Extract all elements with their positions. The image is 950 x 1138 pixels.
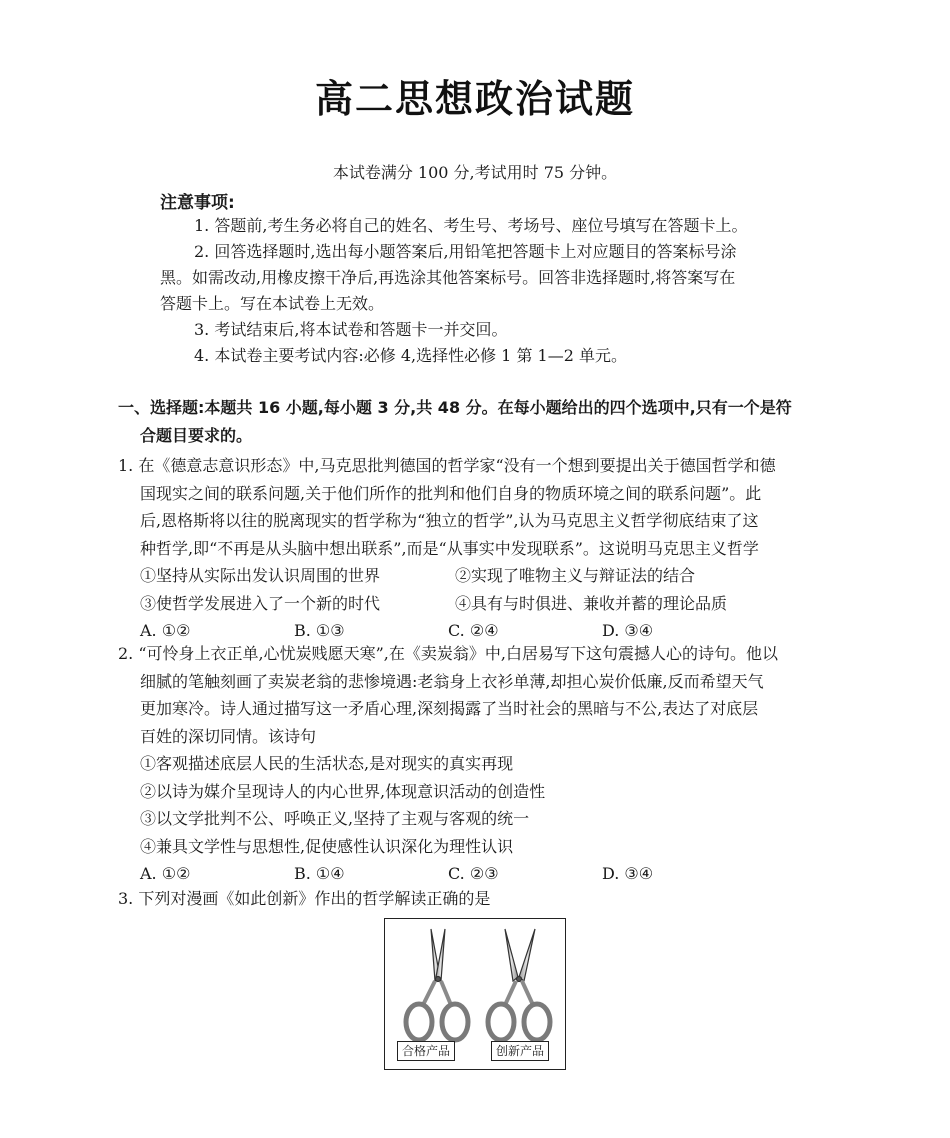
statement: ③以文学批判不公、呼唤正义,坚持了主观与客观的统一	[140, 809, 530, 828]
choice-a: A. ①②	[140, 621, 191, 640]
cartoon-figure	[384, 918, 566, 1070]
caption-innovative: 创新产品	[491, 1041, 549, 1061]
statement: ④具有与时俱进、兼收并蓄的理论品质	[455, 593, 728, 613]
choice-a: A. ①②	[140, 864, 191, 883]
answer-choices	[118, 860, 830, 888]
caption-qualified: 合格产品	[397, 1041, 455, 1061]
scissors-qualified-icon	[406, 929, 468, 1040]
statement: ④兼具文学性与思想性,促使感性认识深化为理性认识	[140, 836, 514, 856]
statement-row	[118, 562, 830, 590]
choice-c: C. ②④	[448, 621, 499, 640]
statement-row	[118, 590, 830, 618]
choice-b: B. ①③	[294, 621, 345, 640]
notice-item-2: 2. 回答选择题时,选出每小题答案后,用铅笔把答题卡上对应题目的答案标号涂 黑。如需改动,用橡皮擦干净后,再选涂其他答案标号。回答非选择题时,将答案写在 答题卡上。写在本试卷上无效。	[160, 242, 737, 313]
question-2: 2. “可怜身上衣正单,心忧炭贱愿天寒”,在《卖炭翁》中,白居易写下这句震撼人心的诗句。他以 细腻的笔触刻画了卖炭老翁的悲惨境遇:老翁身上衣衫单薄,却担心炭价低廉,反而希望天气 更加寒冷。诗人通过描写这一矛盾心理,深刻揭露了当时社会的黑暗与不公,表达了对底层 百姓的深切同情。该诗句 ①客观描述底层人民的生活状态,是对现实的真实再现 ②以诗为媒介呈现诗人的内心世界,体现意识活动的创造性 ③以文学批判不公、呼唤正义,坚持了主观与客观的统一 ④兼具文学性与思想性,促使感性认识深化为理性认识 A. ①② B. ①④ C. ②③ D. ③④	[118, 640, 830, 888]
statement: ②实现了唯物主义与辩证法的结合	[455, 566, 696, 585]
notice-item-3: 3. 考试结束后,将本试卷和答题卡一并交回。	[194, 320, 508, 339]
notice-item-4: 4. 本试卷主要考试内容:必修 4,选择性必修 1 第 1—2 单元。	[194, 346, 627, 365]
question-1: 1. 在《德意志意识形态》中,马克思批判德国的哲学家“没有一个想到要提出关于德国哲学和德 国现实之间的联系问题,关于他们所作的批判和他们自身的物质环境之间的联系问题”。此 后,恩格斯将以往的脱离现实的哲学称为“独立的哲学”,认为马克思主义哲学彻底结束了这 种哲学,即“不再是从头脑中想出联系”,而是“从事实中发现联系”。这说明马克思主义哲学 ①坚持从实际出发认识周围的世界 ②实现了唯物主义与辩证法的结合 ③使哲学发展进入了一个新的时代 ④具有与时俱进、兼收并蓄的理论品质 A. ①② B. ①③ C. ②④ D. ③④	[118, 452, 830, 645]
notice-item-1: 1. 答题前,考生务必将自己的姓名、考生号、考场号、座位号填写在答题卡上。	[194, 216, 748, 235]
section-heading: 一、选择题:本题共 16 小题,每小题 3 分,共 48 分。在每小题给出的四个选项中,只有一个是符 合题目要求的。	[118, 398, 792, 445]
exam-meta: 本试卷满分 100 分,考试用时 75 分钟。	[332, 163, 618, 182]
page-title: 高二思想政治试题	[314, 77, 635, 121]
statement: ①客观描述底层人民的生活状态,是对现实的真实再现	[140, 754, 514, 773]
statement: ③使哲学发展进入了一个新的时代	[140, 593, 381, 613]
choice-b: B. ①④	[294, 864, 345, 883]
notice-heading: 注意事项:	[160, 193, 235, 213]
question-stem: 2. “可怜身上衣正单,心忧炭贱愿天寒”,在《卖炭翁》中,白居易写下这句震撼人心的诗句。他以	[118, 644, 778, 663]
choice-c: C. ②③	[448, 864, 499, 883]
question-stem: 1. 在《德意志意识形态》中,马克思批判德国的哲学家“没有一个想到要提出关于德国哲学和德	[118, 456, 776, 475]
question-stem: 3. 下列对漫画《如此创新》作出的哲学解读正确的是	[118, 889, 491, 908]
choice-d: D. ③④	[602, 864, 654, 883]
question-3	[118, 885, 830, 913]
scissors-innovative-icon	[488, 929, 550, 1040]
statement: ②以诗为媒介呈现诗人的内心世界,体现意识活动的创造性	[140, 781, 546, 801]
choice-d: D. ③④	[602, 621, 654, 640]
statement: ①坚持从实际出发认识周围的世界	[140, 566, 381, 585]
